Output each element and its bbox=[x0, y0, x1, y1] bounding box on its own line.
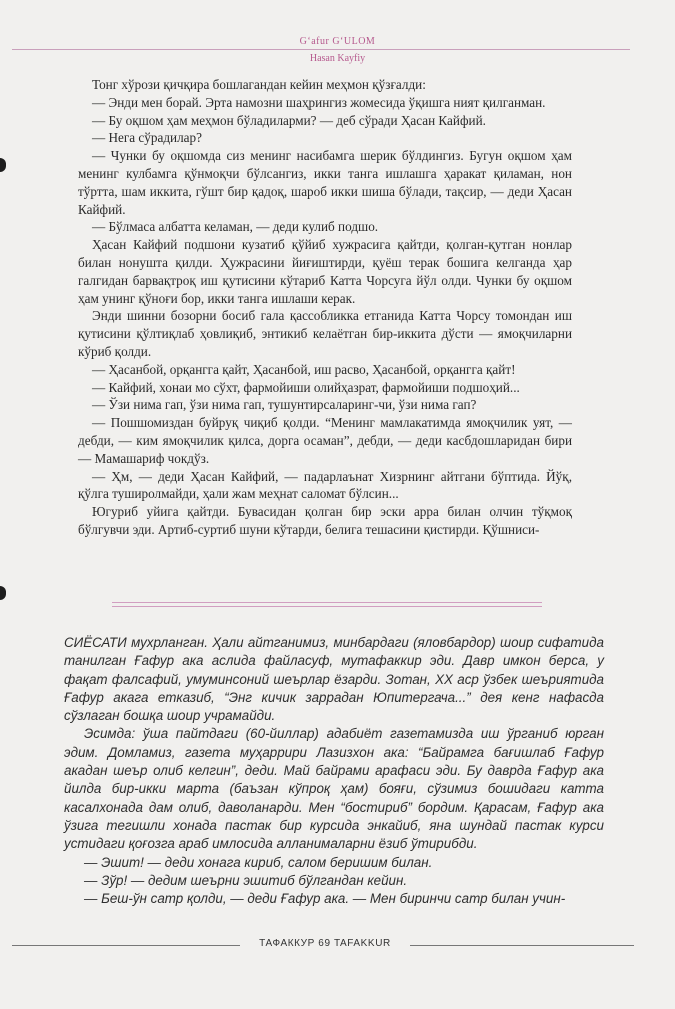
story-paragraph: — Бўлмаса албатта келаман, — деди кулиб подшо. bbox=[92, 219, 379, 235]
page-footer bbox=[12, 938, 634, 952]
footer-rule bbox=[410, 945, 634, 946]
section-divider bbox=[112, 602, 542, 607]
essay-lead-word: СИЁСАТИ bbox=[64, 635, 127, 650]
story-paragraph: — Пошшомиздан буйруқ чиқиб қолди. “Менинг мамлакатимда ямоқчилик уят, — дебди, — ким ямоқчилик қилса, дорга осаман”, дебди, — деди касбдошларидан бири — Мамашариф чокдўз. bbox=[78, 415, 572, 466]
essay-text bbox=[64, 634, 604, 908]
story-paragraph: — Кайфий, хонаи мо сўхт, фармойиши олийҳазрат, фармойиши подшоҳий... bbox=[92, 379, 520, 395]
story-paragraph: Югуриб уйига қайтди. Бувасидан қолган бир эски арра билан олчин тўқмоқ бўлгувчи эди. Артиб-суртиб шуни кўтарди, белига тешасини қистирди. Қўшниси- bbox=[78, 504, 572, 537]
running-header-title: Hasan Kayfiy bbox=[309, 53, 366, 64]
header-rule bbox=[12, 49, 630, 50]
essay-paragraph: — Зўр! — дедим шеърни эшитиб бўлгандан кейин. bbox=[84, 872, 408, 888]
essay-paragraph bbox=[64, 634, 604, 725]
essay-paragraph-text: мухрланган. Ҳали айтганимиз, минбардаги (яловбардор) шоир сифатида танилган Ғафур ака аслида файласуф, мутафаккир эди. Давр имкон берса, у фақат фалсафий, умуминсоний шеърлар ёзарди. Зотан, XX аср ўзбек шеъриятида Ғафур акага етказиб, “Энг кичик заррадан Юпитергача...” дея кенг нафасда сўзлаган бошқа шоир учрамайди. bbox=[64, 635, 604, 724]
story-text bbox=[78, 76, 572, 539]
story-paragraph: — Бу оқшом ҳам меҳмон бўладиларми? — деб сўради Ҳасан Кайфий. bbox=[92, 112, 486, 128]
story-paragraph: — Ҳасанбой, орқангга қайт, Ҳасанбой, иш расво, Ҳасанбой, орқангга қайт! bbox=[92, 361, 516, 377]
essay-paragraph: — Беш-ўн сатр қолди, — деди Ғафур ака. — Мен биринчи сатр билан учин- bbox=[84, 891, 566, 907]
story-paragraph: — Нега сўрадилар? bbox=[92, 130, 202, 146]
story-paragraph: — Энди мен борай. Эрта намозни шаҳрингиз жомесида ўқишга ният қилганман. bbox=[92, 94, 546, 110]
running-header-author: G‘afur G‘ULOM bbox=[299, 36, 376, 47]
story-paragraph: Ҳасан Кайфий подшони кузатиб қўйиб хужрасига қайтди, қолган-қутган нонлар билан нонушта қилди. Ҳужрасини йиғиштирди, қуёш терак бошига келганда ҳар галгидан барвақтроқ иш қутисини кўтариб Катта Чорсуга йўл олди. Чунки бу оқшом ҳам унинг қўноғи бор, икки танга ишлаши керак. bbox=[78, 237, 572, 306]
story-paragraph: — Ўзи нима гап, ўзи нима гап, тушунтирсаларинг-чи, ўзи нима гап? bbox=[92, 397, 477, 413]
punch-hole-mark bbox=[0, 158, 6, 172]
footer-page-label: ТАФАККУР 69 TAFAKKUR bbox=[259, 938, 391, 949]
story-paragraph: Энди шинни бозорни босиб гала қассобликка етганида Катта Чорсу томондан иш қутисини қўлтиқлаб ҳовлиқиб, энтикиб келаётган бир-иккита дўсти — ямоқчиларни кўриб қолди. bbox=[78, 308, 572, 359]
story-paragraph: — Ҳм, — деди Ҳасан Кайфий, — падарлаънат Хизрнинг айтгани бўптида. Йўқ, қўлга туширолмайди, ҳали жам меҳнат саломат бўлсин... bbox=[78, 468, 572, 502]
essay-paragraph: — Эшит! — деди хонага кириб, салом беришим билан. bbox=[84, 854, 433, 870]
footer-rule bbox=[12, 945, 240, 946]
story-paragraph: — Чунки бу оқшомда сиз менинг насибамга шерик бўлдингиз. Бугун оқшом ҳам менинг кулбамга қўнмоқчи бўлсангиз, икки танга ишлашга ҳаракат қиламан, нон тўртта, шам иккита, гўшт бир қадоқ, шароб икки шиша бўлади, тақсир, — деди Ҳасан Кайфий. bbox=[78, 148, 572, 217]
essay-paragraph: Эсимда: ўша пайтдаги (60-йиллар) адабиёт газетамизда иш ўрганиб юрган эдим. Домламиз, газета муҳаррири Лазизхон ака: “Байрамга бағишлаб Ғафур акадан шеър олиб келгин”, деди. Май байрами арафаси эди. Бу даврда Ғафур ака йилда бир-икки марта (баъзан кўпроқ ҳам) бояғи, сўзимиз бошидаги катта касалхонада дам олиб, даволанарди. Мен “бостириб” бордим. Қарасам, Ғафур ака ўзига тегишли хонада пастак бир курсида энкайиб, яна шундай пастак курси устидаги қоғозга араб имлосида алланималарни ёзиб ўтирибди. bbox=[64, 726, 604, 852]
story-paragraph: Тонг хўрози қичқира бошлагандан кейин меҳмон қўзғалди: bbox=[92, 77, 426, 92]
punch-hole-mark bbox=[0, 586, 6, 600]
